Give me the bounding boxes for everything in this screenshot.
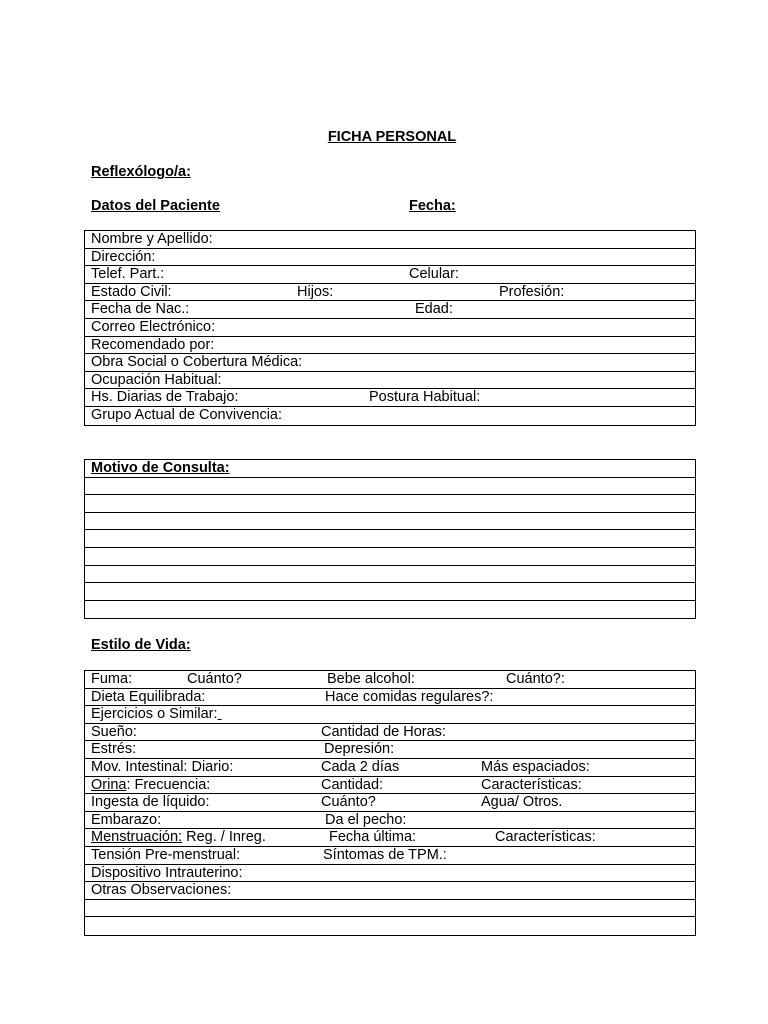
table-row	[85, 301, 695, 319]
blank-line[interactable]	[85, 917, 695, 935]
embarazo-field[interactable]: Embarazo:	[91, 811, 162, 828]
table-row	[85, 847, 695, 865]
bebe-alcohol-field[interactable]: Bebe alcohol:	[327, 671, 415, 687]
fecha-nac-field[interactable]: Fecha de Nac.:	[91, 301, 190, 318]
hs-diarias-field[interactable]: Hs. Diarias de Trabajo:	[91, 389, 239, 406]
comidas-field[interactable]: Hace comidas regulares?:	[325, 688, 494, 705]
blank-line[interactable]	[85, 583, 695, 601]
fecha-label: Fecha:	[409, 198, 456, 214]
postura-field[interactable]: Postura Habitual:	[369, 389, 481, 406]
cantidad-field[interactable]: Cantidad:	[321, 776, 384, 793]
blank-line[interactable]	[85, 548, 695, 566]
cuanto-bebe-field[interactable]: Cuánto?:	[506, 671, 565, 687]
blank-line[interactable]	[85, 495, 695, 513]
table-row	[85, 759, 695, 777]
sueno-field[interactable]: Sueño:	[91, 723, 137, 740]
estado-civil-field[interactable]: Estado Civil:	[91, 283, 172, 300]
blank-line[interactable]	[85, 900, 695, 918]
caracteristicas-menstruacion-field[interactable]: Características:	[495, 829, 596, 846]
reflexologo-label: Reflexólogo/a:	[91, 164, 191, 180]
table-row	[85, 882, 695, 900]
ocupacion-field[interactable]: Ocupación Habitual:	[91, 371, 222, 388]
edad-field[interactable]: Edad:	[415, 301, 453, 318]
hijos-field[interactable]: Hijos:	[297, 283, 334, 300]
table-row	[85, 812, 695, 830]
table-row	[85, 389, 695, 407]
table-row	[85, 372, 695, 390]
menstruacion-field[interactable]	[91, 829, 266, 846]
obra-social-field[interactable]: Obra Social o Cobertura Médica:	[91, 354, 303, 371]
mov-intestinal-field[interactable]: Mov. Intestinal: Diario:	[91, 758, 234, 775]
mas-espaciados-field[interactable]: Más espaciados:	[481, 758, 590, 775]
correo-field[interactable]: Correo Electrónico:	[91, 318, 216, 335]
blank-line[interactable]	[85, 478, 695, 496]
ejercicios-field[interactable]	[91, 706, 222, 723]
blank-line[interactable]	[85, 530, 695, 548]
fuma-field[interactable]: Fuma:	[91, 671, 133, 687]
table-row	[85, 741, 695, 759]
table-row	[85, 354, 695, 372]
caracteristicas-orina-field[interactable]: Características:	[481, 776, 582, 793]
blank-line[interactable]	[85, 566, 695, 584]
profesion-field[interactable]: Profesión:	[499, 283, 565, 300]
motivo-consulta-table	[84, 459, 696, 619]
agua-otros-field[interactable]: Agua/ Otros.	[481, 794, 563, 811]
table-row	[85, 319, 695, 337]
table-row	[85, 794, 695, 812]
fecha-ultima-field[interactable]: Fecha última:	[329, 829, 417, 846]
table-row	[85, 829, 695, 847]
table-row	[85, 337, 695, 355]
table-row	[85, 777, 695, 795]
menstruacion-label: Menstruación:	[91, 829, 183, 846]
cuanto-fuma-field[interactable]: Cuánto?	[187, 671, 242, 687]
dieta-field[interactable]: Dieta Equilibrada:	[91, 688, 206, 705]
frecuencia-label: : Frecuencia:	[126, 776, 211, 793]
ingesta-field[interactable]: Ingesta de líquido:	[91, 794, 210, 811]
datos-paciente-label: Datos del Paciente	[91, 198, 220, 214]
datos-paciente-table	[84, 230, 696, 426]
recomendado-field[interactable]: Recomendado por:	[91, 336, 215, 353]
grupo-field[interactable]: Grupo Actual de Convivencia:	[91, 406, 283, 423]
otras-observaciones-field[interactable]: Otras Observaciones:	[91, 882, 232, 899]
orina-label: Orina	[91, 776, 127, 793]
orina-field[interactable]	[91, 777, 210, 794]
nombre-field[interactable]: Nombre y Apellido:	[91, 231, 213, 247]
da-el-pecho-field[interactable]: Da el pecho:	[325, 811, 407, 828]
reg-inreg-label: Reg. / Inreg.	[182, 829, 266, 846]
estilo-vida-label: Estilo de Vida:	[91, 637, 191, 653]
celular-field[interactable]: Celular:	[409, 266, 459, 283]
estres-field[interactable]: Estrés:	[91, 741, 137, 758]
table-row	[85, 266, 695, 284]
table-row	[85, 706, 695, 724]
direccion-field[interactable]: Dirección:	[91, 248, 156, 265]
table-row	[85, 724, 695, 742]
table-row	[85, 231, 695, 249]
depresion-field[interactable]: Depresión:	[324, 741, 395, 758]
table-row	[85, 249, 695, 267]
horas-field[interactable]: Cantidad de Horas:	[321, 723, 446, 740]
table-row	[85, 689, 695, 707]
diu-field[interactable]: Dispositivo Intrauterino:	[91, 864, 243, 881]
table-row	[85, 407, 695, 425]
table-row	[85, 460, 695, 478]
sintomas-tpm-field[interactable]: Síntomas de TPM.:	[323, 846, 447, 863]
tension-field[interactable]: Tensión Pre-menstrual:	[91, 846, 241, 863]
estilo-vida-table	[84, 670, 696, 936]
table-row	[85, 284, 695, 302]
page-title: FICHA PERSONAL	[327, 129, 457, 145]
blank-line[interactable]	[85, 513, 695, 531]
table-row	[85, 671, 695, 689]
cuanto-liquido-field[interactable]: Cuánto?	[321, 794, 376, 811]
ejercicios-label: Ejercicios o Similar:	[91, 706, 218, 723]
motivo-label: Motivo de Consulta:	[91, 460, 230, 476]
table-row	[85, 865, 695, 883]
blank-line[interactable]	[85, 601, 695, 619]
cada-2-dias-field[interactable]: Cada 2 días	[321, 758, 400, 775]
telef-field[interactable]: Telef. Part.:	[91, 266, 165, 283]
